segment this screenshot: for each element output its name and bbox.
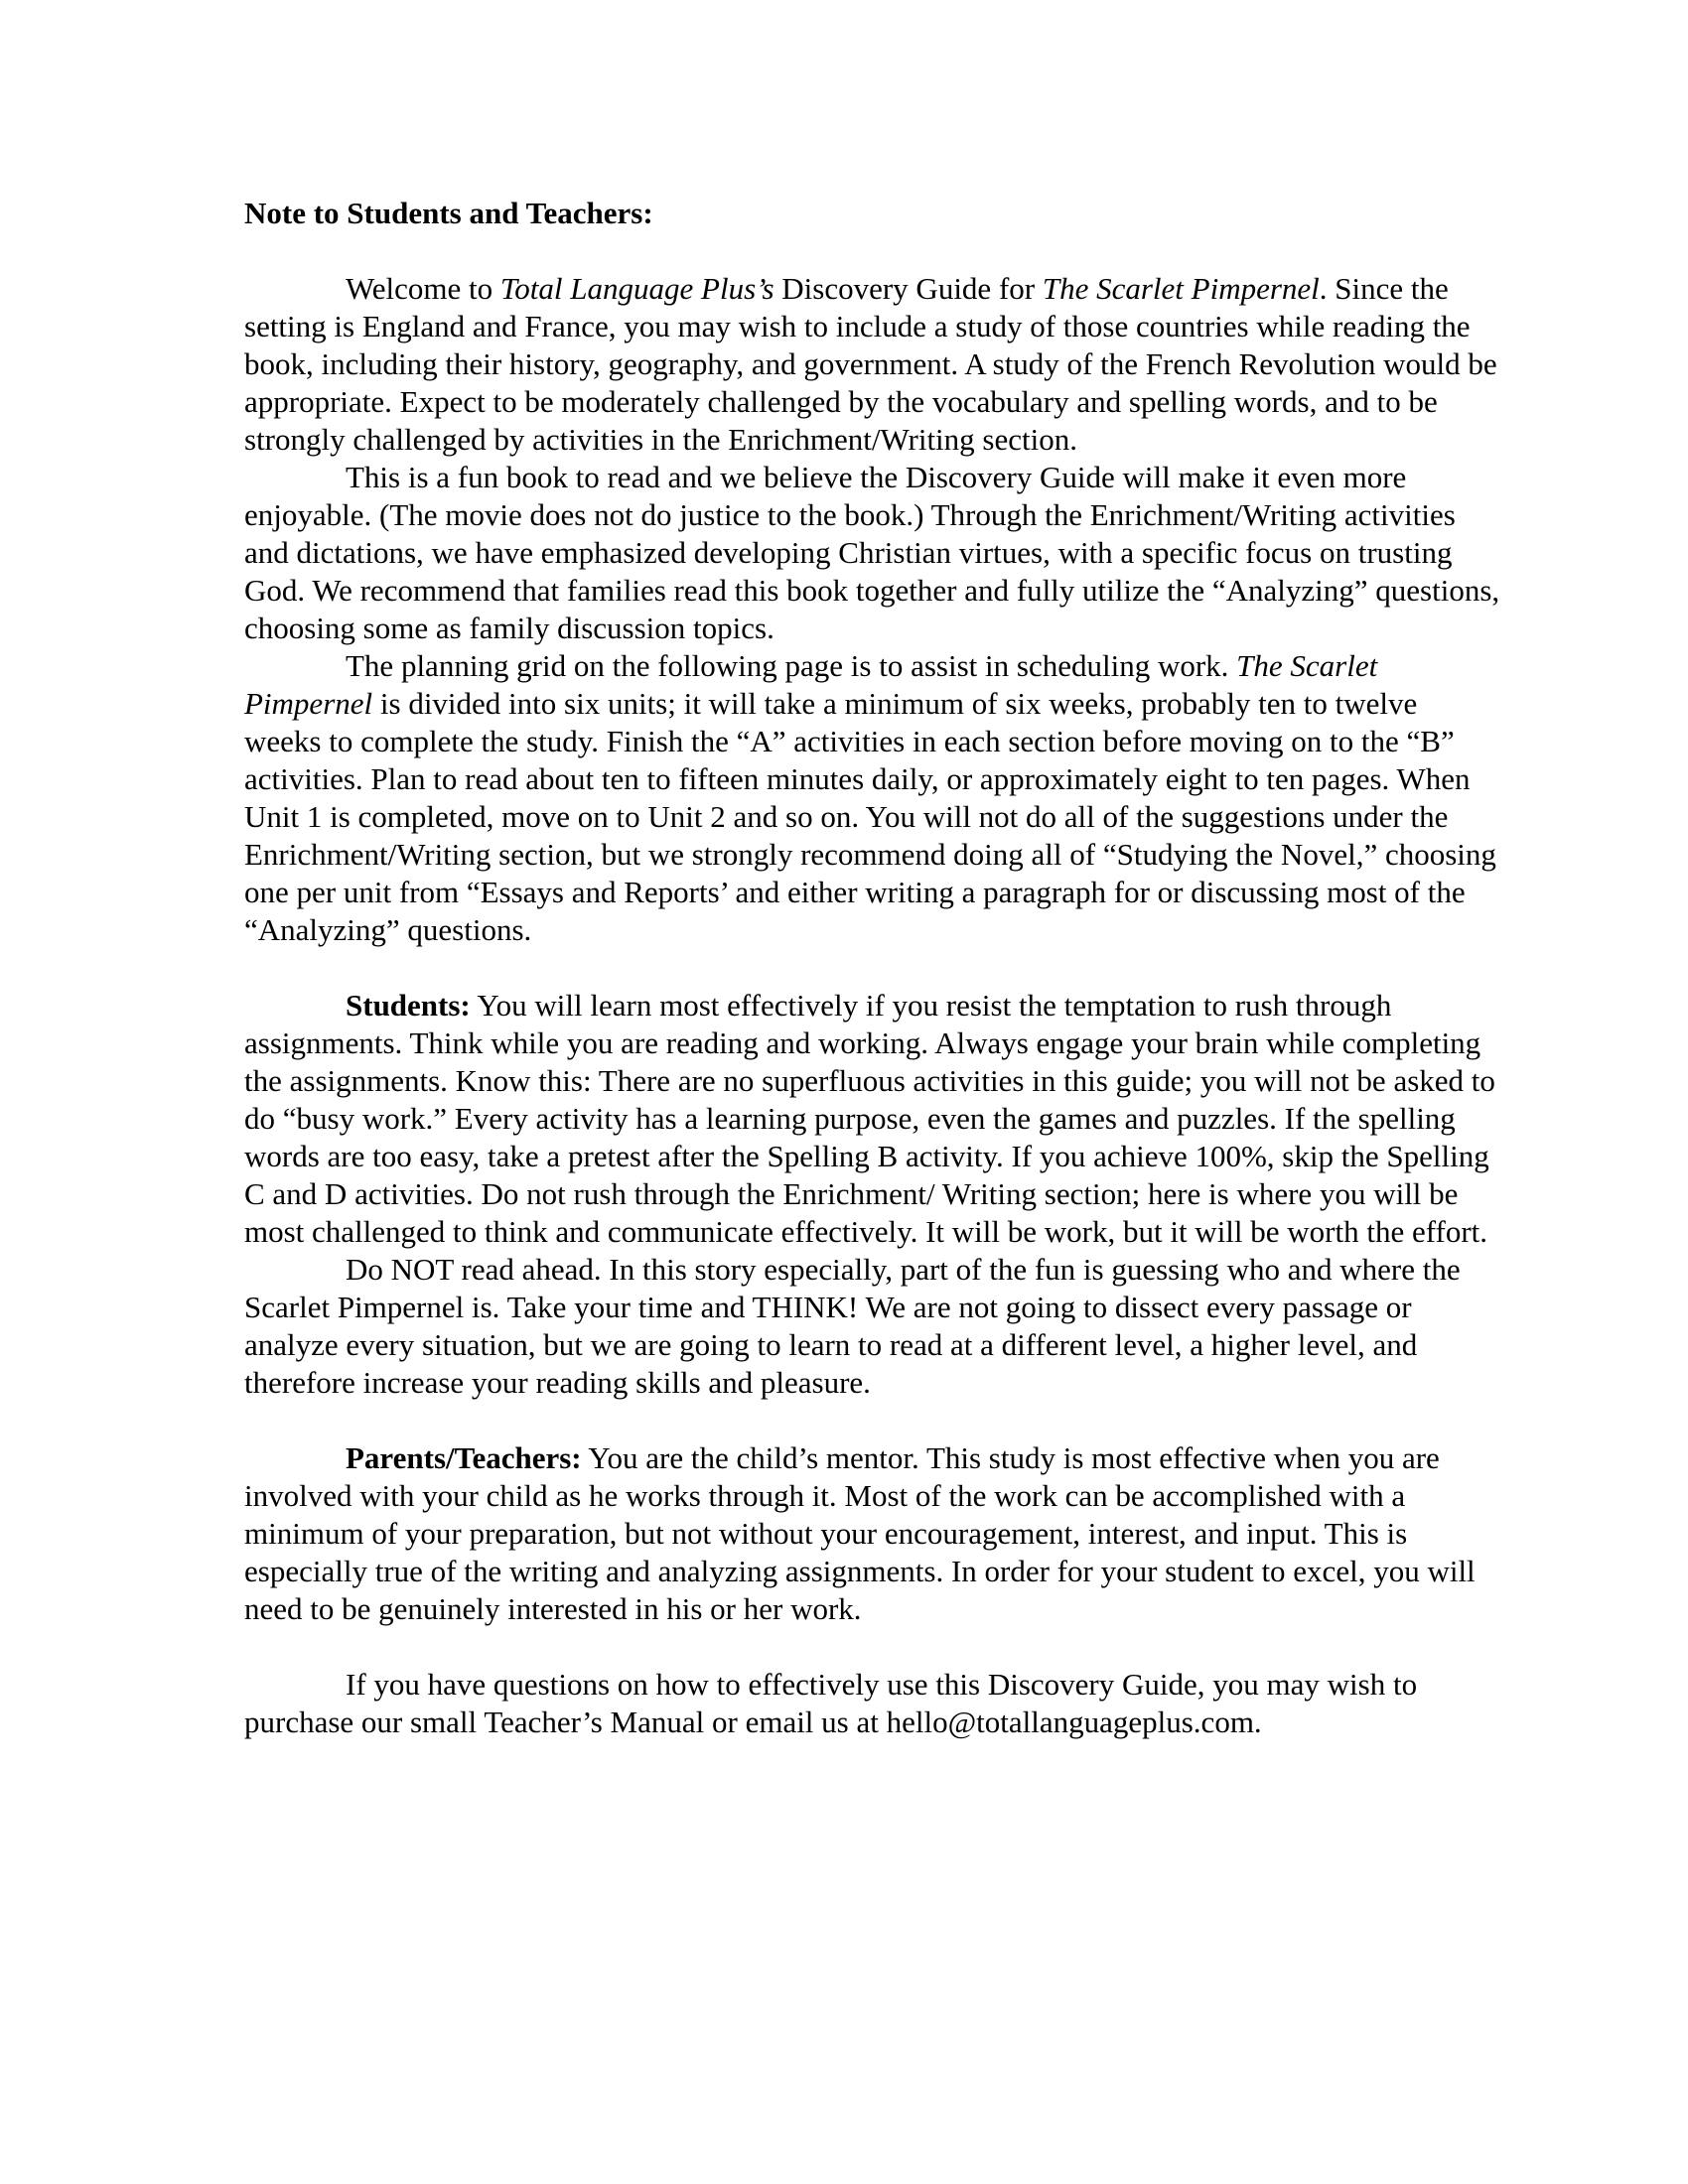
- section-gap: [244, 1628, 1501, 1666]
- intro-p3-text-1: The planning grid on the following page is to assist in scheduling work.: [346, 648, 1237, 683]
- intro-p3-book-title: The Scarlet Pimpernel: [244, 648, 1378, 721]
- parents-p1-text: You are the child’s mentor. This study is most effective when you are involved with your child as he works through it. Most of the work can be accomplished with a minimum of your preparation, but not without your encouragement, interest, and input. This is especially true of the writing and analyzing assignments. In order for your student to excel, you will need to be genuinely interested in his or her work.: [244, 1440, 1476, 1626]
- intro-p1-publisher: Total Language Plus’s: [499, 271, 774, 306]
- intro-paragraph-2: This is a fun book to read and we believe the Discovery Guide will make it even more enjoyable. (The movie does not do justice to the book.) Through the Enrichment/Writing activities and dictations, we have emphasized developing Christian virtues, with a specific focus on trusting God. We recommend that families read this book together and fully utilize the “Analyzing” questions, choosing some as family discussion topics.: [244, 460, 1500, 645]
- section-gap: [244, 1402, 1501, 1439]
- intro-paragraph-3: [244, 647, 1501, 949]
- students-label: Students:: [346, 988, 471, 1023]
- intro-p1-text-2: Discovery Guide for: [774, 271, 1043, 306]
- page-heading: Note to Students and Teachers:: [244, 196, 653, 230]
- document-page: [244, 195, 1501, 1741]
- intro-p1-text-1: Welcome to: [346, 271, 500, 306]
- students-paragraph-2: Do NOT read ahead. In this story especially, part of the fun is guessing who and where the Scarlet Pimpernel is. Take your time and THINK! We are not going to dissect every passage or analyze every situation, but we are going to learn to read at a different level, a higher level, and therefore increase your reading skills and pleasure.: [244, 1252, 1461, 1400]
- section-gap: [244, 949, 1501, 987]
- closing-paragraph: If you have questions on how to effectively use this Discovery Guide, you may wish to purchase our small Teacher’s Manual or email us at hello@totallanguageplus.com.: [244, 1667, 1418, 1739]
- students-p1-text: You will learn most effectively if you resist the temptation to rush through assignments. Think while you are reading and working. Always engage your brain while completing the assignments. Know this: There are no superfluous activities in this guide; you will not be asked to do “busy work.” Every activity has a learning purpose, even the games and puzzles. If the spelling words are too easy, take a pretest after the Spelling B activity. If you achieve 100%, skip the Spelling C and D activities. Do not rush through the Enrichment/ Writing section; here is where you will be most challenged to think and communicate effectively. It will be work, but it will be worth the effort.: [244, 988, 1495, 1249]
- parents-label: Parents/Teachers:: [346, 1440, 582, 1475]
- intro-paragraph-1: [244, 270, 1501, 459]
- intro-p1-text-3: . Since the setting is England and France, you may wish to include a study of those countries while reading the book, including their history, geography, and government. A study of the French Revolution would be appropriate. Expect to be moderately challenged by the vocabulary and spelling words, and to be strongly challenged by activities in the Enrichment/Writing section.: [244, 271, 1497, 457]
- intro-p3-text-2: is divided into six units; it will take a minimum of six weeks, probably ten to twelve weeks to complete the study. Finish the “A” activities in each section before moving on to the “B” activities. Plan to read about ten to fifteen minutes daily, or approximately eight to ten pages. When Unit 1 is completed, move on to Unit 2 and so on. You will not do all of the suggestions under the Enrichment/Writing section, but we strongly recommend doing all of “Studying the Novel,” choosing one per unit from “Essays and Reports’ and either writing a paragraph for or discussing most of the “Analyzing” questions.: [244, 686, 1496, 947]
- intro-p1-book-title: The Scarlet Pimpernel: [1042, 271, 1320, 306]
- parents-paragraph: [244, 1439, 1501, 1628]
- students-paragraph-1: [244, 987, 1501, 1251]
